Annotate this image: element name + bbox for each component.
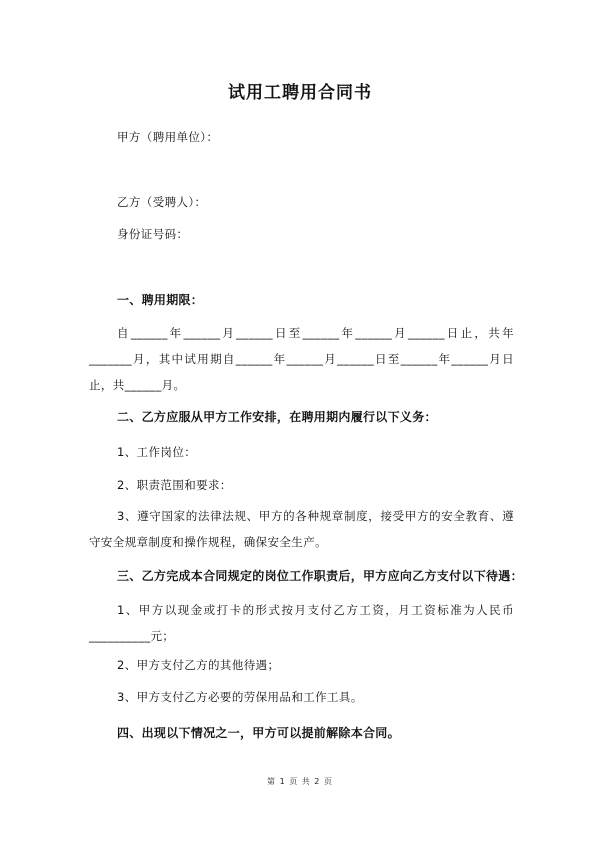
section-4-heading: 四、出现以下情况之一，甲方可以提前解除本合同。 — [117, 726, 400, 740]
document-title: 试用工聘用合同书 — [228, 83, 372, 103]
section-2-item-2: 2、职责范围和要求： — [117, 478, 232, 492]
section-3-item-1: 1、甲方以现金或打卡的形式按月支付乙方工资，月工资标准为人民币__________元； — [89, 603, 514, 643]
id-number-label: 身份证号码： — [117, 227, 189, 241]
party-b-label: 乙方（受聘人）： — [117, 195, 207, 209]
section-1-text: 自______年______月______日至______年______月______日止，共年_______月，其中试用期自______年______月______日至______年______月日止，共______月。 — [89, 326, 514, 392]
section-3-heading: 三、乙方完成本合同规定的岗位工作职责后，甲方应向乙方支付以下待遇： — [117, 569, 523, 583]
section-1-heading: 一、聘用期限： — [117, 293, 204, 307]
page-number-footer: 第 1 页 共 2 页 — [267, 777, 333, 786]
section-2-item-1: 1、工作岗位： — [117, 445, 197, 459]
party-a-label: 甲方（聘用单位）： — [117, 130, 219, 144]
section-2-heading: 二、乙方应服从甲方工作安排，在聘用期内履行以下义务： — [117, 410, 437, 424]
section-3-item-3: 3、甲方支付乙方必要的劳保用品和工作工具。 — [117, 690, 363, 704]
section-3-item-2: 2、甲方支付乙方的其他待遇； — [117, 658, 280, 672]
section-2-item-3: 3、遵守国家的法律法规、甲方的各种规章制度，接受甲方的安全教育、遵守安全规章制度和操作规程，确保安全生产。 — [89, 509, 514, 549]
